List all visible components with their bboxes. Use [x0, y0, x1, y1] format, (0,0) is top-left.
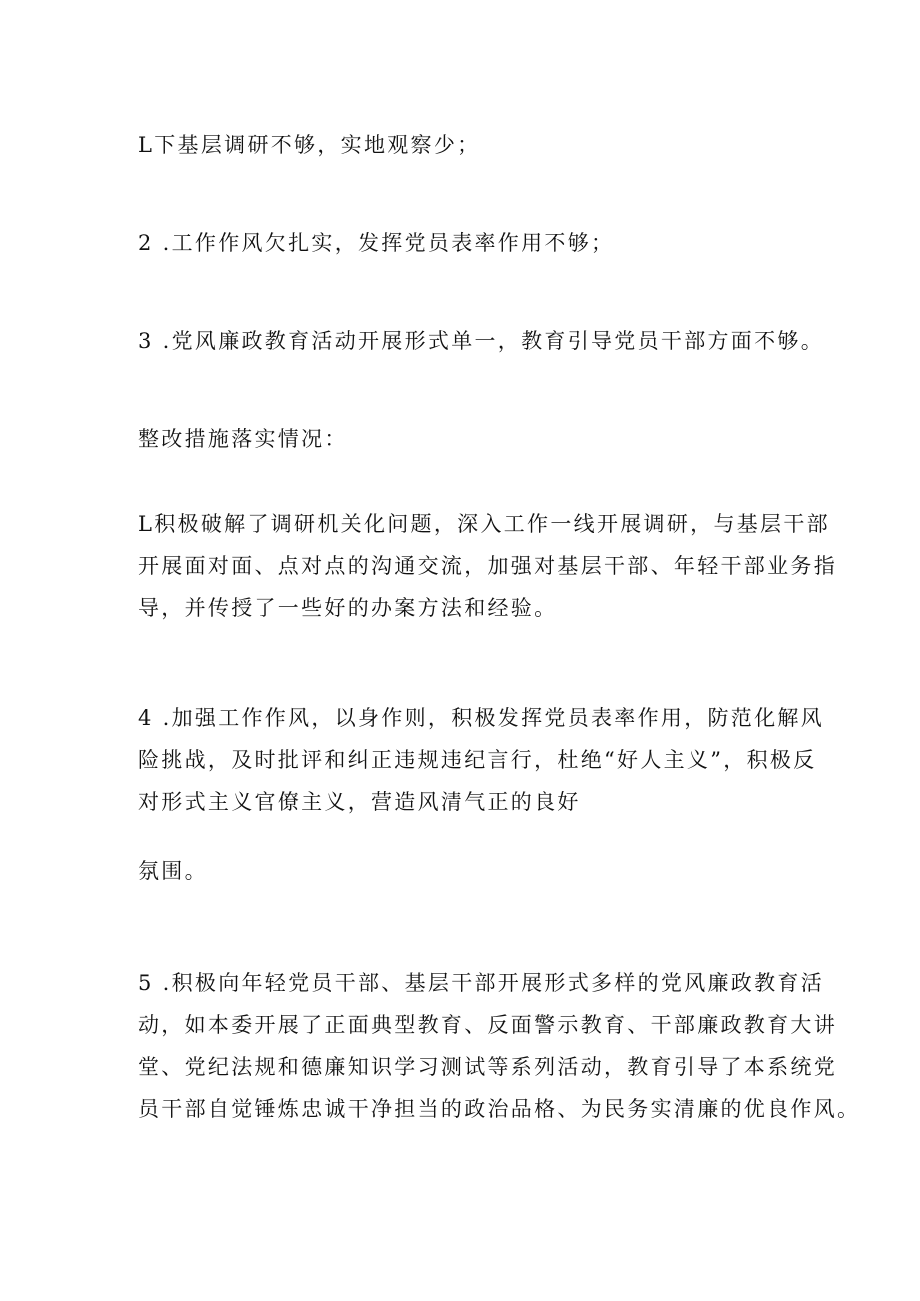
paragraph-continuation — [138, 850, 798, 892]
text-line: 开展面对面、点对点的沟通交流，加强对基层干部、年轻干部业务指 — [138, 554, 837, 578]
text-line: 对形式主义官僚主义，营造风清气正的良好 — [138, 790, 581, 814]
text-line: 员干部自觉锤炼忠诚干净担当的政治品格、为民务实清廉的优良作风。 — [138, 1097, 861, 1121]
text-line: 3 .党风廉政教育活动开展形式单一，教育引导党员干部方面不够。 — [138, 329, 825, 353]
text-line: 动，如本委开展了正面典型教育、反面警示教育、干部廉政教育大讲 — [138, 1013, 837, 1037]
paragraph-measure-5 — [138, 962, 861, 1130]
text-line: 4 .加强工作作风，以身作则，积极发挥党员表率作用，防范化解风 — [138, 706, 825, 730]
text-line: 堂、党纪法规和德廉知识学习测试等系列活动，教育引导了本系统党 — [138, 1055, 837, 1079]
text-line: 5 .积极向年轻党员干部、基层干部开展形式多样的党风廉政教育活 — [138, 971, 825, 995]
paragraph-problem-2 — [138, 222, 798, 264]
text-line: 氛围。 — [138, 859, 208, 883]
text-line: 导，并传授了一些好的办案方法和经验。 — [138, 596, 558, 620]
paragraph-problem-3 — [138, 320, 825, 362]
text-line: L下基层调研不够，实地观察少； — [138, 133, 481, 157]
paragraph-problem-1 — [138, 124, 798, 166]
text-line: 整改措施落实情况： — [138, 427, 348, 451]
text-line: 2 .工作作风欠扎实，发挥党员表率作用不够； — [138, 231, 615, 255]
section-heading-rectification — [138, 418, 798, 460]
text-line: L积极破解了调研机关化问题，深入工作一线开展调研，与基层干部 — [138, 512, 830, 536]
paragraph-measure-1 — [138, 503, 837, 629]
text-line: 险挑战，及时批评和纠正违规违纪言行，杜绝“好人主义”，积极反 — [138, 748, 817, 772]
paragraph-measure-4 — [138, 697, 825, 823]
